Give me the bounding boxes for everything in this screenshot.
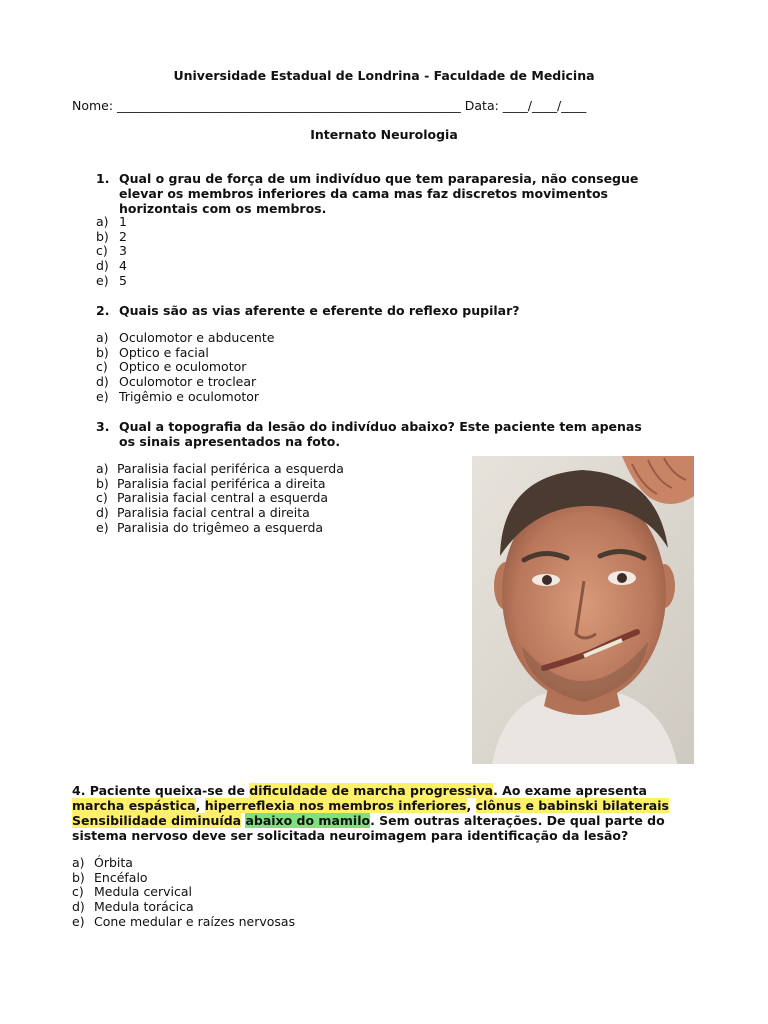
highlight-sensibilidade: Sensibilidade diminuída (72, 813, 242, 828)
highlight-mamilo: abaixo do mamilo (245, 813, 371, 828)
option-e: e) 5 (96, 272, 127, 288)
option-b: b) Encéfalo (72, 869, 148, 885)
question-4-options (72, 856, 392, 929)
option-a: a) Oculomotor e abducente (96, 330, 275, 345)
question-4 (72, 783, 672, 843)
question-1 (96, 171, 656, 216)
question-4-tail: . Sem outras alterações. De qual parte do sistema nervoso deve ser solicitada neuroimagem para identificação da lesão? (72, 813, 665, 843)
option-a: a) Órbita (72, 855, 133, 870)
course-title: Internato Neurologia (310, 127, 458, 142)
option-d: d) Paralisia facial central a direita (96, 505, 310, 521)
question-number: 1. (96, 171, 110, 186)
q4-text-segment: . Ao exame apresenta (493, 783, 647, 798)
option-d: d) Medula torácica (72, 899, 194, 915)
question-number: 2. (96, 303, 110, 318)
question-text: Qual a topografia da lesão do indivíduo abaixo? Este paciente tem apenas os sinais apresentados na foto. (119, 419, 642, 449)
highlight-hiperreflexia: hiperreflexia nos membros inferiores (204, 798, 467, 813)
question-text: Qual o grau de força de um indivíduo que tem paraparesia, não consegue elevar os membros inferiores da cama mas faz discretos movimentos horizontais com os membros. (119, 171, 639, 216)
option-d: d) Oculomotor e troclear (96, 374, 257, 390)
option-a: a) Paralisia facial periférica a esquerda (96, 461, 344, 476)
patient-face-photo (472, 456, 694, 764)
q4-text-segment: , (195, 798, 205, 813)
question-text: Quais são as vias aferente e eferente do reflexo pupilar? (119, 303, 520, 318)
name-date-line: Nome: _______________________________________________________ Data: ____/____/____ (72, 98, 587, 113)
question-number: 3. (96, 419, 110, 434)
option-a: a) 1 (96, 214, 127, 229)
option-e: e) Paralisia do trigêmeo a esquerda (96, 519, 324, 535)
highlight-dificuldade: dificuldade de marcha progressiva (249, 783, 494, 798)
option-c: c) 3 (96, 243, 127, 259)
option-e: e) Cone medular e raízes nervosas (72, 913, 296, 929)
question-4-lead: 4. Paciente queixa-se de (72, 783, 250, 798)
question-3 (96, 419, 656, 451)
option-b: b) Paralisia facial periférica a direita (96, 475, 326, 491)
option-c: c) Optico e oculomotor (96, 359, 247, 375)
option-b: b) Optico e facial (96, 344, 209, 360)
highlight-marcha: marcha espástica (72, 798, 196, 813)
q4-text-segment: , (466, 798, 476, 813)
option-c: c) Paralisia facial central a esquerda (96, 490, 329, 506)
option-e: e) Trigêmio e oculomotor (96, 388, 260, 404)
highlight-clonus: clônus e babinski bilaterais (475, 798, 669, 813)
option-b: b) 2 (96, 228, 127, 244)
option-c: c) Medula cervical (72, 884, 193, 900)
question-2-options (96, 331, 396, 404)
question-2 (96, 303, 656, 319)
option-d: d) 4 (96, 258, 127, 274)
institution-title: Universidade Estadual de Londrina - Faculdade de Medicina (173, 68, 595, 83)
question-3-options (96, 462, 396, 535)
question-1-options (96, 215, 396, 288)
